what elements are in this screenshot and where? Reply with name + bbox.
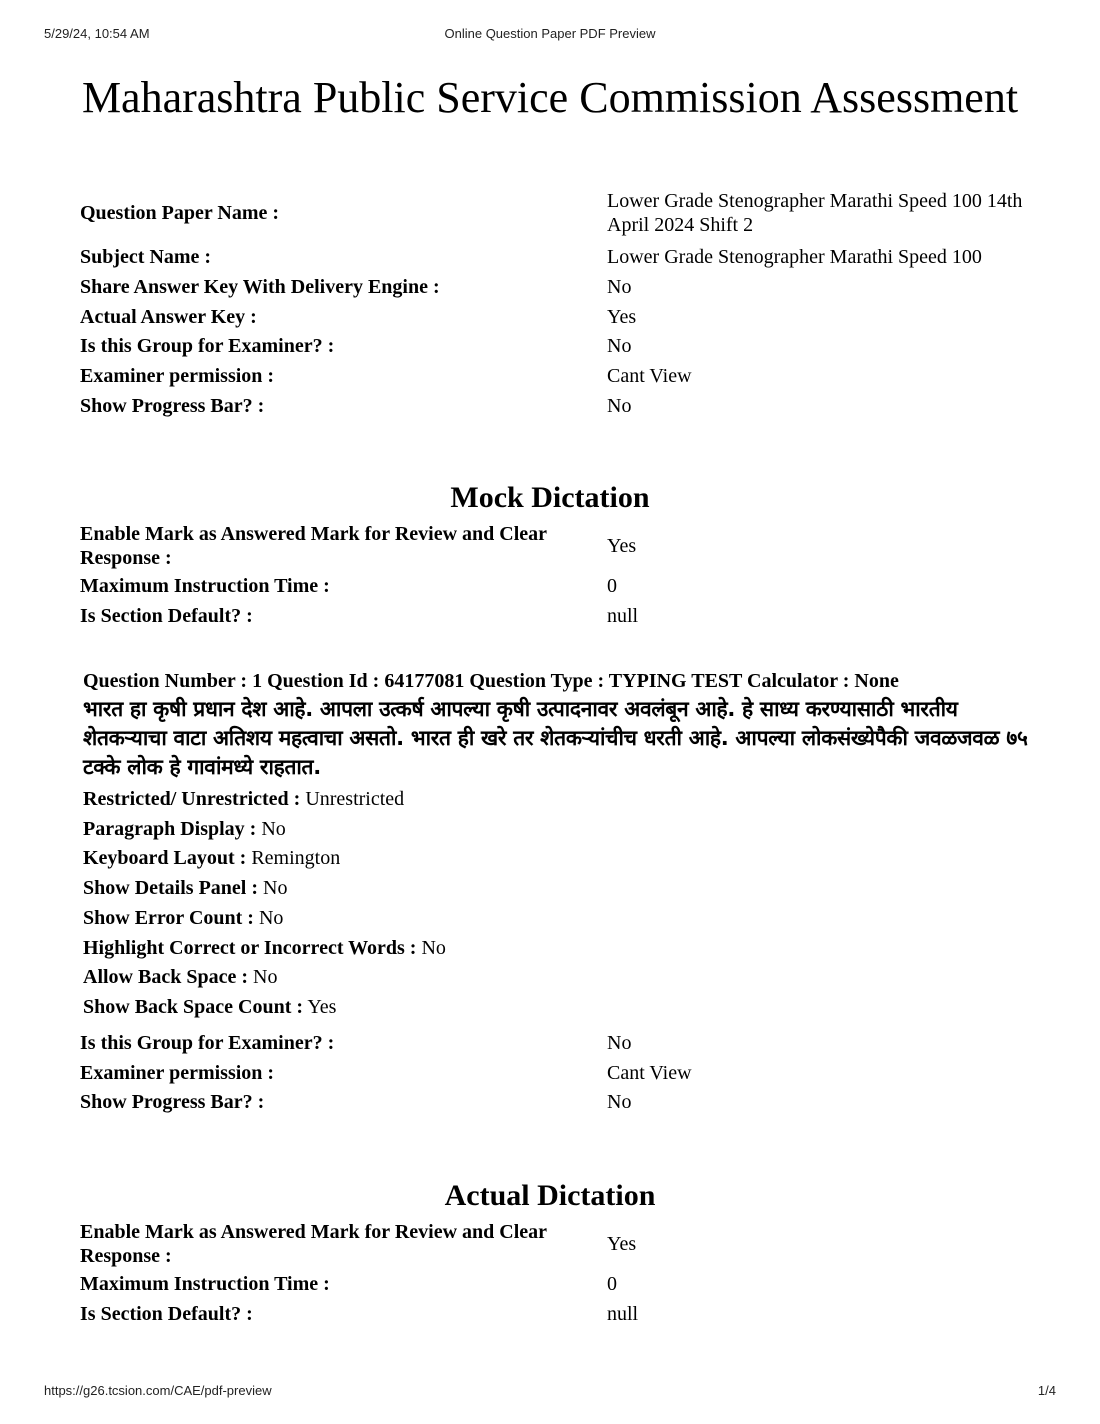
- info-row-share-key: [80, 272, 1040, 302]
- question-block: [83, 669, 1043, 1023]
- setting-row-instruction-time: [80, 1269, 1040, 1299]
- property-row: [83, 993, 1043, 1023]
- info-value: Cant View: [607, 365, 692, 387]
- group-label: Show Progress Bar? :: [80, 1091, 265, 1113]
- setting-row-section-default: [80, 601, 1040, 631]
- property-value: Remington: [251, 847, 341, 870]
- info-value: Lower Grade Stenographer Marathi Speed 100: [607, 246, 982, 268]
- property-row: [83, 934, 1043, 964]
- document-title: Maharashtra Public Service Commission Assessment: [81, 73, 1019, 122]
- setting-value: null: [607, 605, 639, 627]
- property-value: No: [421, 936, 446, 959]
- group-row-progress: [80, 1087, 1040, 1117]
- question-header: Question Number : 1 Question Id : 64177081 Question Type : TYPING TEST Calculator : None: [83, 670, 899, 692]
- setting-row-mark-answered: [80, 1219, 1040, 1269]
- info-row-progress-bar: [80, 391, 1040, 420]
- setting-row-instruction-time: [80, 571, 1040, 601]
- print-url: https://g26.tcsion.com/CAE/pdf-preview: [44, 1383, 272, 1398]
- info-label: Actual Answer Key :: [80, 305, 257, 328]
- group-value: Cant View: [607, 1061, 692, 1084]
- group-label: Is this Group for Examiner? :: [80, 1032, 335, 1054]
- section-title-mock: Mock Dictation: [450, 481, 650, 514]
- setting-label: Maximum Instruction Time :: [80, 1273, 330, 1295]
- setting-label: Is Section Default? :: [80, 605, 253, 627]
- info-label: Question Paper Name :: [80, 202, 280, 224]
- info-row-examiner-group: [80, 331, 1040, 361]
- info-value: Lower Grade Stenographer Marathi Speed 100 14th April 2024 Shift 2: [607, 190, 1023, 236]
- setting-label: Enable Mark as Answered Mark for Review and Clear Response :: [80, 523, 547, 569]
- info-value: No: [607, 335, 632, 357]
- property-label: Show Details Panel :: [83, 877, 258, 900]
- info-label: Examiner permission :: [80, 365, 275, 387]
- info-label: Is this Group for Examiner? :: [80, 335, 335, 357]
- property-label: Keyboard Layout :: [83, 847, 247, 870]
- setting-value: 0: [607, 1273, 617, 1295]
- group-label: Examiner permission :: [80, 1061, 275, 1084]
- setting-value: null: [607, 1303, 639, 1325]
- print-page-number: 1/4: [1037, 1383, 1056, 1398]
- print-timestamp: 5/29/24, 10:54 AM: [44, 26, 150, 41]
- info-label: Share Answer Key With Delivery Engine :: [80, 276, 440, 298]
- property-value: No: [258, 906, 284, 929]
- question-passage: भारत हा कृषी प्रधान देश आहे. आपला उत्कर्ष आपल्या कृषी उत्पादनावर अवलंबून आहे. हे साध्य करण्यासाठी भारतीय शेतकऱ्याचा वाटा अतिशय महत्वाचा असतो. भारत ही खरे तर शेतकऱ्यांचीच धरती आहे. आपल्या लोकसंख्येपैकी जवळजवळ ७५ टक्के लोक हे गावांमध्ये राहतात.: [83, 697, 1028, 779]
- group-row-permission: [80, 1058, 1040, 1087]
- setting-label: Is Section Default? :: [80, 1303, 253, 1325]
- property-label: Paragraph Display :: [83, 817, 257, 840]
- section-title-actual: Actual Dictation: [444, 1179, 656, 1212]
- browser-print-footer: [0, 1383, 1100, 1399]
- mock-settings-table: [80, 521, 1040, 631]
- group-row-examiner: [80, 1028, 1040, 1058]
- property-row: [83, 904, 1043, 934]
- property-label: Highlight Correct or Incorrect Words :: [83, 936, 417, 959]
- property-row: [83, 785, 1043, 815]
- setting-value: Yes: [607, 1233, 637, 1255]
- setting-label: Maximum Instruction Time :: [80, 575, 330, 597]
- setting-row-mark-answered: [80, 521, 1040, 571]
- setting-value: Yes: [607, 535, 637, 557]
- browser-print-header: [0, 26, 1100, 42]
- property-value: No: [261, 817, 286, 840]
- info-row-paper-name: [80, 188, 1040, 238]
- info-value: No: [607, 276, 632, 298]
- setting-label: Enable Mark as Answered Mark for Review and Clear Response :: [80, 1221, 547, 1267]
- group-value: No: [607, 1032, 632, 1054]
- setting-row-section-default: [80, 1299, 1040, 1329]
- group-info-table: [80, 1028, 1040, 1117]
- info-row-answer-key: [80, 302, 1040, 331]
- property-label: Show Error Count :: [83, 906, 254, 929]
- info-row-examiner-permission: [80, 361, 1040, 391]
- property-value: No: [263, 877, 288, 900]
- property-row: [83, 963, 1043, 993]
- group-value: No: [607, 1091, 632, 1113]
- property-label: Show Back Space Count :: [83, 995, 304, 1018]
- paper-info-table: [80, 188, 1040, 420]
- info-row-subject: [80, 242, 1040, 272]
- property-label: Restricted/ Unrestricted :: [83, 788, 301, 810]
- question-properties: [83, 785, 1043, 1023]
- info-value: No: [607, 394, 632, 417]
- property-row: [83, 874, 1043, 904]
- actual-settings-table: [80, 1219, 1040, 1329]
- property-row: [83, 844, 1043, 874]
- property-value: Unrestricted: [305, 788, 405, 810]
- setting-value: 0: [607, 575, 617, 597]
- print-page-title: Online Question Paper PDF Preview: [444, 26, 656, 41]
- info-label: Show Progress Bar? :: [80, 394, 265, 417]
- property-value: No: [253, 966, 278, 989]
- info-label: Subject Name :: [80, 246, 212, 268]
- property-row: [83, 815, 1043, 845]
- info-value: Yes: [607, 305, 637, 328]
- property-value: Yes: [307, 995, 337, 1018]
- property-label: Allow Back Space :: [83, 966, 248, 989]
